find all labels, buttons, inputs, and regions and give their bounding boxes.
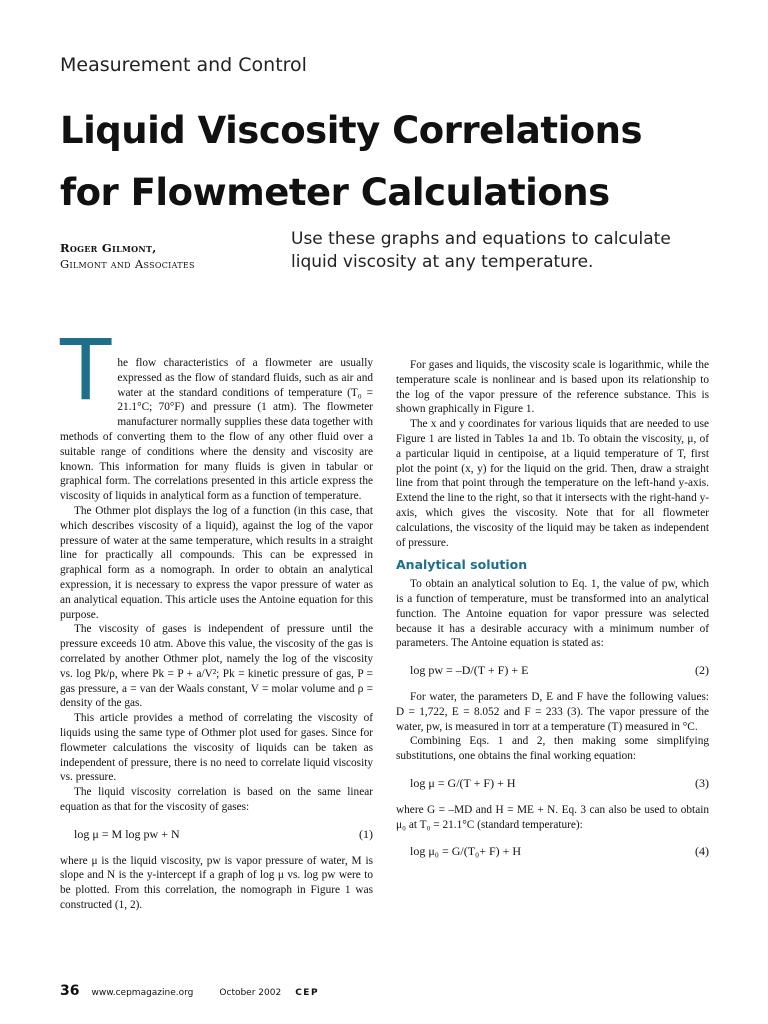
dropcap-letter: T — [60, 321, 112, 419]
paragraph: For gases and liquids, the viscosity scale is logarithmic, while the temperature scale is nonlinear and is based upon its relationship to the log of the vapor pressure of the reference substance. This is shown graphically in Figure 1. — [396, 359, 709, 416]
equation-2 — [396, 663, 709, 678]
article-title — [60, 100, 720, 224]
equation-number: (2) — [695, 663, 709, 678]
author-name: Roger Gilmont, — [60, 241, 157, 255]
paragraph: To obtain an analytical solution to Eq. 1, the value of pw, which is a function of temperature, must be transformed into an analytical function. The Antoine equation for vapor pressure was selected because it has a desirable accuracy with a minimum number of parameters. The Antoine equation is stated as: — [396, 578, 709, 650]
paragraph: For water, the parameters D, E and F have the following values: D = 1,722, E = 8.052 and F = 233 (3). The vapor pressure of the water, pw, is measured in torr at a temperature (T) measured in °C. — [396, 690, 709, 733]
author-affiliation: Gilmont and Associates — [60, 257, 195, 271]
section-label: Measurement and Control — [60, 54, 307, 76]
page-number: 36 — [60, 983, 80, 999]
paragraph: The liquid viscosity correlation is based on the same linear equation as that for the viscosity of gases: — [60, 786, 373, 813]
paragraph: The Othmer plot displays the log of a function (in this case, that which describes viscosity of a liquid), against the log of the vapor pressure of water at the same temperature, which results in a straight line for practically all compounds. This can be expressed in graphical form as a nomograph. In order to obtain an analytical expression, it is necessary to express the vapor pressure of water as an analytical equation. This article uses the Antoine equation for this purpose. — [60, 504, 373, 621]
paragraph: This article provides a method of correlating the viscosity of liquids using the same type of Othmer plot used for gases. Since for flowmeter calculations the viscosity of liquids can be taken as independent of pressure, there is no need to correlate liquid viscosity vs. pressure. — [60, 712, 373, 784]
paragraph: The x and y coordinates for various liquids that are needed to use Figure 1 are listed in Tables 1a and 1b. To obtain the viscosity, μ, of a particular liquid in centipoise, at a liquid temperature of T, first plot the point (x, y) for the liquid on the grid. Then, draw a straight line from that point through the temperature on the left-hand y-axis. Extend the line to the right, so that it intersects with the right-hand y-axis, which gives the viscosity. Note that for all flowmeter calculations, the viscosity of the liquid may be taken as independent of pressure. — [396, 418, 709, 549]
left-column — [60, 321, 373, 913]
issue-date: October 2002 — [219, 988, 282, 998]
paragraph: he flow characteristics of a flowmeter are usually expressed as the flow of standard fluids, such as air and water at the standard conditions of temperature (T₀ = 21.1°C; 70°F) and pressure (1 atm). The flowmeter manufacturer normally supplies these data together with methods of converting them to the flow of any other fluid over a suitable range of conditions where the density and viscosity are known. This information for many fluids is given in tabular or graphical form. The correlations presented in this article express the viscosity of liquids in analytical form as a function of temperature. — [60, 357, 373, 503]
author-block — [60, 240, 195, 272]
paragraph: where G = –MD and H = ME + N. Eq. 3 can also be used to obtain μ₀ at T₀ = 21.1°C (standard temperature): — [396, 803, 709, 831]
page-footer — [60, 983, 319, 999]
equation-number: (3) — [695, 775, 709, 790]
paragraph: The viscosity of gases is independent of pressure until the pressure exceeds 10 atm. Above this value, the viscosity of the gas is correlated by another Othmer plot, namely the log of the viscosity vs. log Pk/ρ, where Pk = P + a/V²; Pk = kinetic pressure of gas, P = gas pressure, a = van der Waals constant, V = molar volume and ρ = density of the gas. — [60, 623, 373, 710]
paragraph: where μ is the liquid viscosity, pw is vapor pressure of water, M is slope and N is the y-intercept if a graph of log μ vs. log pw were to be plotted. From this correlation, the nomograph in Figure 1 was constructed (1, 2). — [60, 854, 373, 911]
magazine-url[interactable]: www.cepmagazine.org — [91, 988, 194, 998]
equation-text: log μ = G/(T + F) + H — [410, 775, 516, 790]
equation-3 — [396, 776, 709, 791]
equation-text: log pw = –D/(T + F) + E — [410, 663, 529, 678]
equation-text: log μ₀ = G/(T₀+ F) + H — [410, 844, 522, 859]
magazine-name: CEP — [295, 988, 320, 998]
right-column — [396, 358, 709, 871]
title-line-2: for Flowmeter Calculations — [60, 171, 610, 214]
equation-number: (4) — [695, 844, 709, 859]
article-subtitle: Use these graphs and equations to calculate liquid viscosity at any temperature. — [291, 229, 671, 272]
equation-number: (1) — [359, 826, 373, 841]
equation-4 — [396, 844, 709, 859]
equation-text: log μ = M log pw + N — [74, 826, 180, 841]
paragraph: Combining Eqs. 1 and 2, then making some simplifying substitutions, one obtains the final working equation: — [396, 735, 709, 763]
title-line-1: Liquid Viscosity Correlations — [60, 109, 643, 152]
section-heading: Analytical solution — [396, 557, 528, 573]
equation-1 — [60, 827, 373, 842]
